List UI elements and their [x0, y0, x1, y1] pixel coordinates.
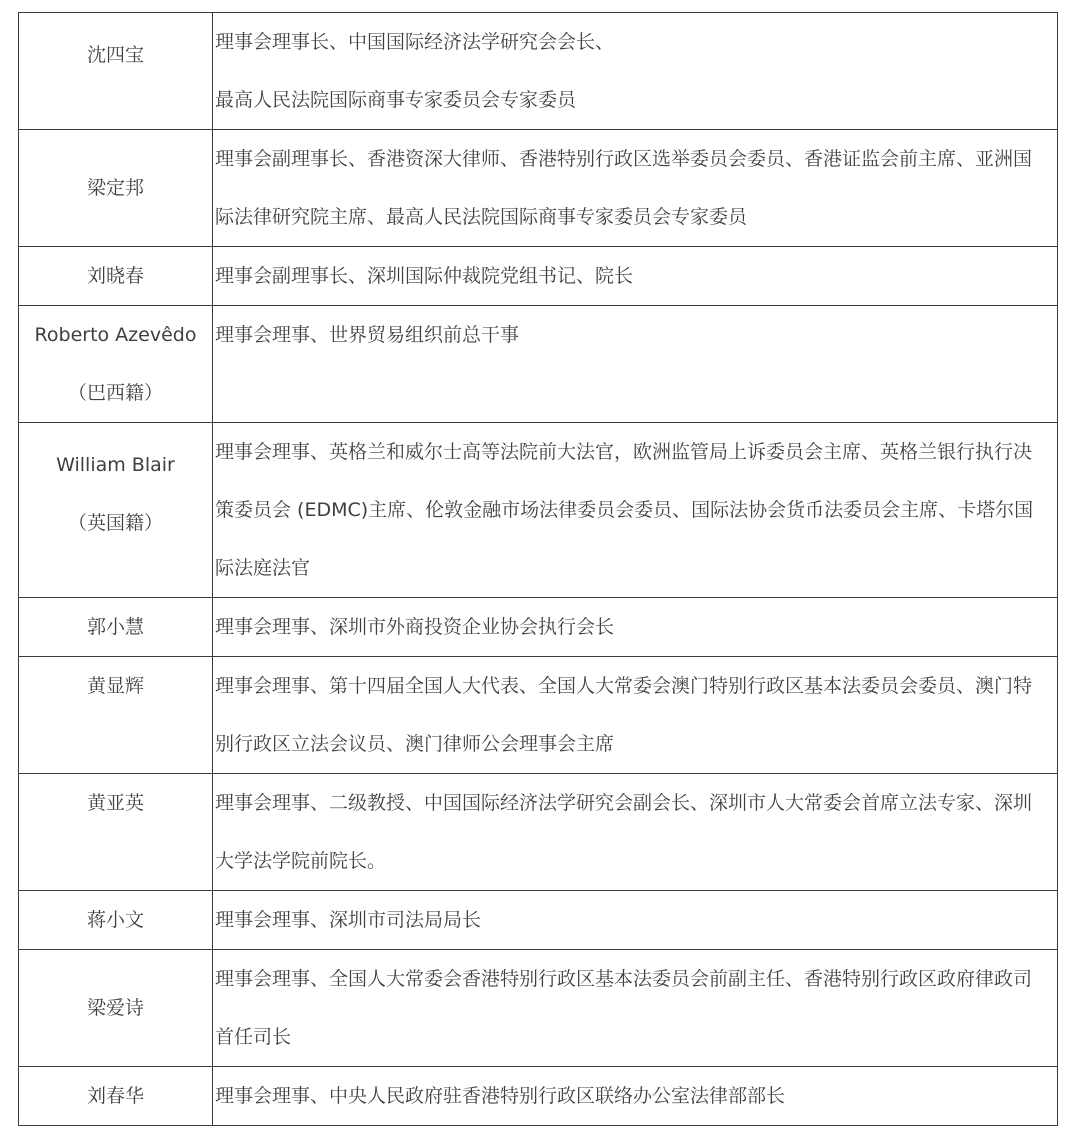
member-name-cell [19, 657, 213, 774]
member-name-cell [19, 306, 213, 423]
member-description-cell [213, 891, 1058, 950]
table-row [19, 423, 1058, 598]
member-description-cell [213, 130, 1058, 247]
description-line: 大学法学院前院长。 [215, 850, 387, 872]
member-nationality: （巴西籍） [67, 382, 163, 404]
description-line: 际法律研究院主席、最高人民法院国际商事专家委员会专家委员 [215, 206, 748, 228]
member-description-cell [213, 950, 1058, 1067]
description-line: 策委员会 (EDMC)主席、伦敦金融市场法律委员会委员、国际法协会货币法委员会主席、卡塔尔国 [215, 499, 1034, 521]
table-row [19, 1067, 1058, 1126]
description-line: 理事会理事、全国人大常委会香港特别行政区基本法委员会前副主任、香港特别行政区政府律政司 [215, 968, 1033, 990]
member-name-cell [19, 13, 213, 130]
table-row [19, 247, 1058, 306]
member-name-cell [19, 1067, 213, 1126]
member-name: 梁爱诗 [86, 997, 144, 1019]
table-row [19, 306, 1058, 423]
member-name-cell [19, 423, 213, 598]
description-line: 理事会理事、二级教授、中国国际经济法学研究会副会长、深圳市人大常委会首席立法专家、深圳 [215, 792, 1033, 814]
member-name: 刘春华 [86, 1085, 144, 1107]
member-description-cell [213, 657, 1058, 774]
description-line: 理事会理事、中央人民政府驻香港特别行政区联络办公室法律部部长 [215, 1085, 786, 1107]
table-row [19, 774, 1058, 891]
member-name: 刘晓春 [86, 265, 144, 287]
member-name: 黄显辉 [86, 675, 144, 697]
description-line: 际法庭法官 [215, 557, 311, 579]
description-line: 理事会副理事长、深圳国际仲裁院党组书记、院长 [215, 265, 634, 287]
member-name: 黄亚英 [86, 792, 144, 814]
council-members-table [18, 12, 1058, 1126]
member-name: 蒋小文 [86, 909, 144, 931]
member-name: 沈四宝 [86, 44, 144, 66]
member-description-cell [213, 247, 1058, 306]
table-row [19, 950, 1058, 1067]
description-line: 理事会理事、第十四届全国人大代表、全国人大常委会澳门特别行政区基本法委员会委员、澳门特 [215, 675, 1033, 697]
member-name: 梁定邦 [86, 177, 144, 199]
member-name-cell [19, 774, 213, 891]
table-row [19, 657, 1058, 774]
member-description-cell [213, 774, 1058, 891]
member-description-cell [213, 423, 1058, 598]
member-name: Roberto Azevêdo [34, 324, 197, 346]
description-line: 理事会理事、深圳市外商投资企业协会执行会长 [215, 616, 615, 638]
table-row [19, 130, 1058, 247]
member-description-cell [213, 306, 1058, 423]
member-name-cell [19, 130, 213, 247]
member-name: William Blair [56, 454, 175, 476]
member-description-cell [213, 13, 1058, 130]
member-name: 郭小慧 [86, 616, 144, 638]
table-row [19, 891, 1058, 950]
description-line: 首任司长 [215, 1026, 292, 1048]
member-name-cell [19, 950, 213, 1067]
member-nationality: （英国籍） [67, 512, 163, 534]
member-name-cell [19, 598, 213, 657]
description-line: 别行政区立法会议员、澳门律师公会理事会主席 [215, 733, 615, 755]
member-name-cell [19, 891, 213, 950]
description-line: 理事会理事、英格兰和威尔士高等法院前大法官，欧洲监管局上诉委员会主席、英格兰银行执行决 [215, 441, 1033, 463]
member-description-cell [213, 598, 1058, 657]
description-line: 理事会副理事长、香港资深大律师、香港特别行政区选举委员会委员、香港证监会前主席、亚洲国 [215, 148, 1033, 170]
description-line: 理事会理事、深圳市司法局局长 [215, 909, 482, 931]
table-row [19, 13, 1058, 130]
member-description-cell [213, 1067, 1058, 1126]
member-name-cell [19, 247, 213, 306]
description-line: 最高人民法院国际商事专家委员会专家委员 [215, 89, 577, 111]
table-row [19, 598, 1058, 657]
description-line: 理事会理事长、中国国际经济法学研究会会长、 [215, 31, 615, 53]
description-line: 理事会理事、世界贸易组织前总干事 [215, 324, 520, 346]
